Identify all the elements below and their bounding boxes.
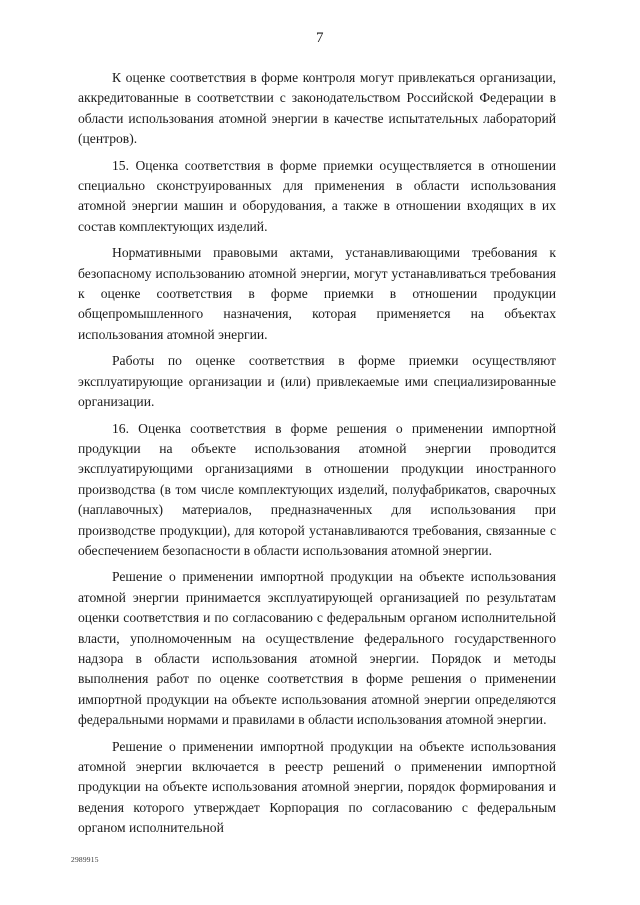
paragraph-15-acceptance: 15. Оценка соответствия в форме приемки осуществляется в отношении специально сконструированных для применения в области использования атомной энергии машин и оборудования, а также в отношении входящих в их состав комплектующих изделий. bbox=[78, 157, 556, 234]
footer-document-code: 2989915 bbox=[71, 855, 99, 864]
paragraph-acceptance-works: Работы по оценке соответствия в форме приемки осуществляют эксплуатирующие организации и (или) привлекаемые ими специализированные организации. bbox=[78, 353, 556, 410]
paragraph-control-organizations: К оценке соответствия в форме контроля могут привлекаться организации, аккредитованные в соответствии с законодательством Российской Федерации в области использования атомной энергии в качестве испытательных лабораторий (центров). bbox=[78, 70, 556, 147]
document-body bbox=[78, 68, 556, 845]
paragraph-decision-registry: Решение о применении импортной продукции на объекте использования атомной энергии включается в реестр решений о применении импортной продукции на объекте использования атомной энергии, порядок формирования и ведения которого утверждает Корпорация по согласованию с федеральным органом исполнительной bbox=[78, 738, 556, 836]
paragraph-normative-acts: Нормативными правовыми актами, устанавливающими требования к безопасному использованию атомной энергии, могут устанавливаться требования к оценке соответствия в форме приемки в отношении продукции общепромышленного назначения, которая применяется на объектах использования атомной энергии. bbox=[78, 245, 556, 342]
paragraph-16-import-decision: 16. Оценка соответствия в форме решения о применении импортной продукции на объекте использования атомной энергии проводится эксплуатирующими организациями в отношении продукции иностранного производства (в том числе комплектующих изделий, полуфабрикатов, сварочных (наплавочных) материалов, предназначенных для использования при производстве продукции), для которой устанавливаются требования, связанные с обеспечением безопасности в области использования атомной энергии. bbox=[78, 420, 556, 558]
page-number: 7 bbox=[316, 30, 324, 46]
paragraph-decision-adoption: Решение о применении импортной продукции на объекте использования атомной энергии принимается эксплуатирующей организацией по результатам оценки соответствия и по согласованию с федеральным органом исполнительной власти, уполномоченным на осуществление федерального государственного надзора в области использования атомной энергии. Порядок и методы выполнения работ по оценке соответствия в форме решения о применении импортной продукции на объекте использования атомной энергии определяются федеральными нормами и правилами в области использования атомной энергии. bbox=[78, 569, 556, 728]
